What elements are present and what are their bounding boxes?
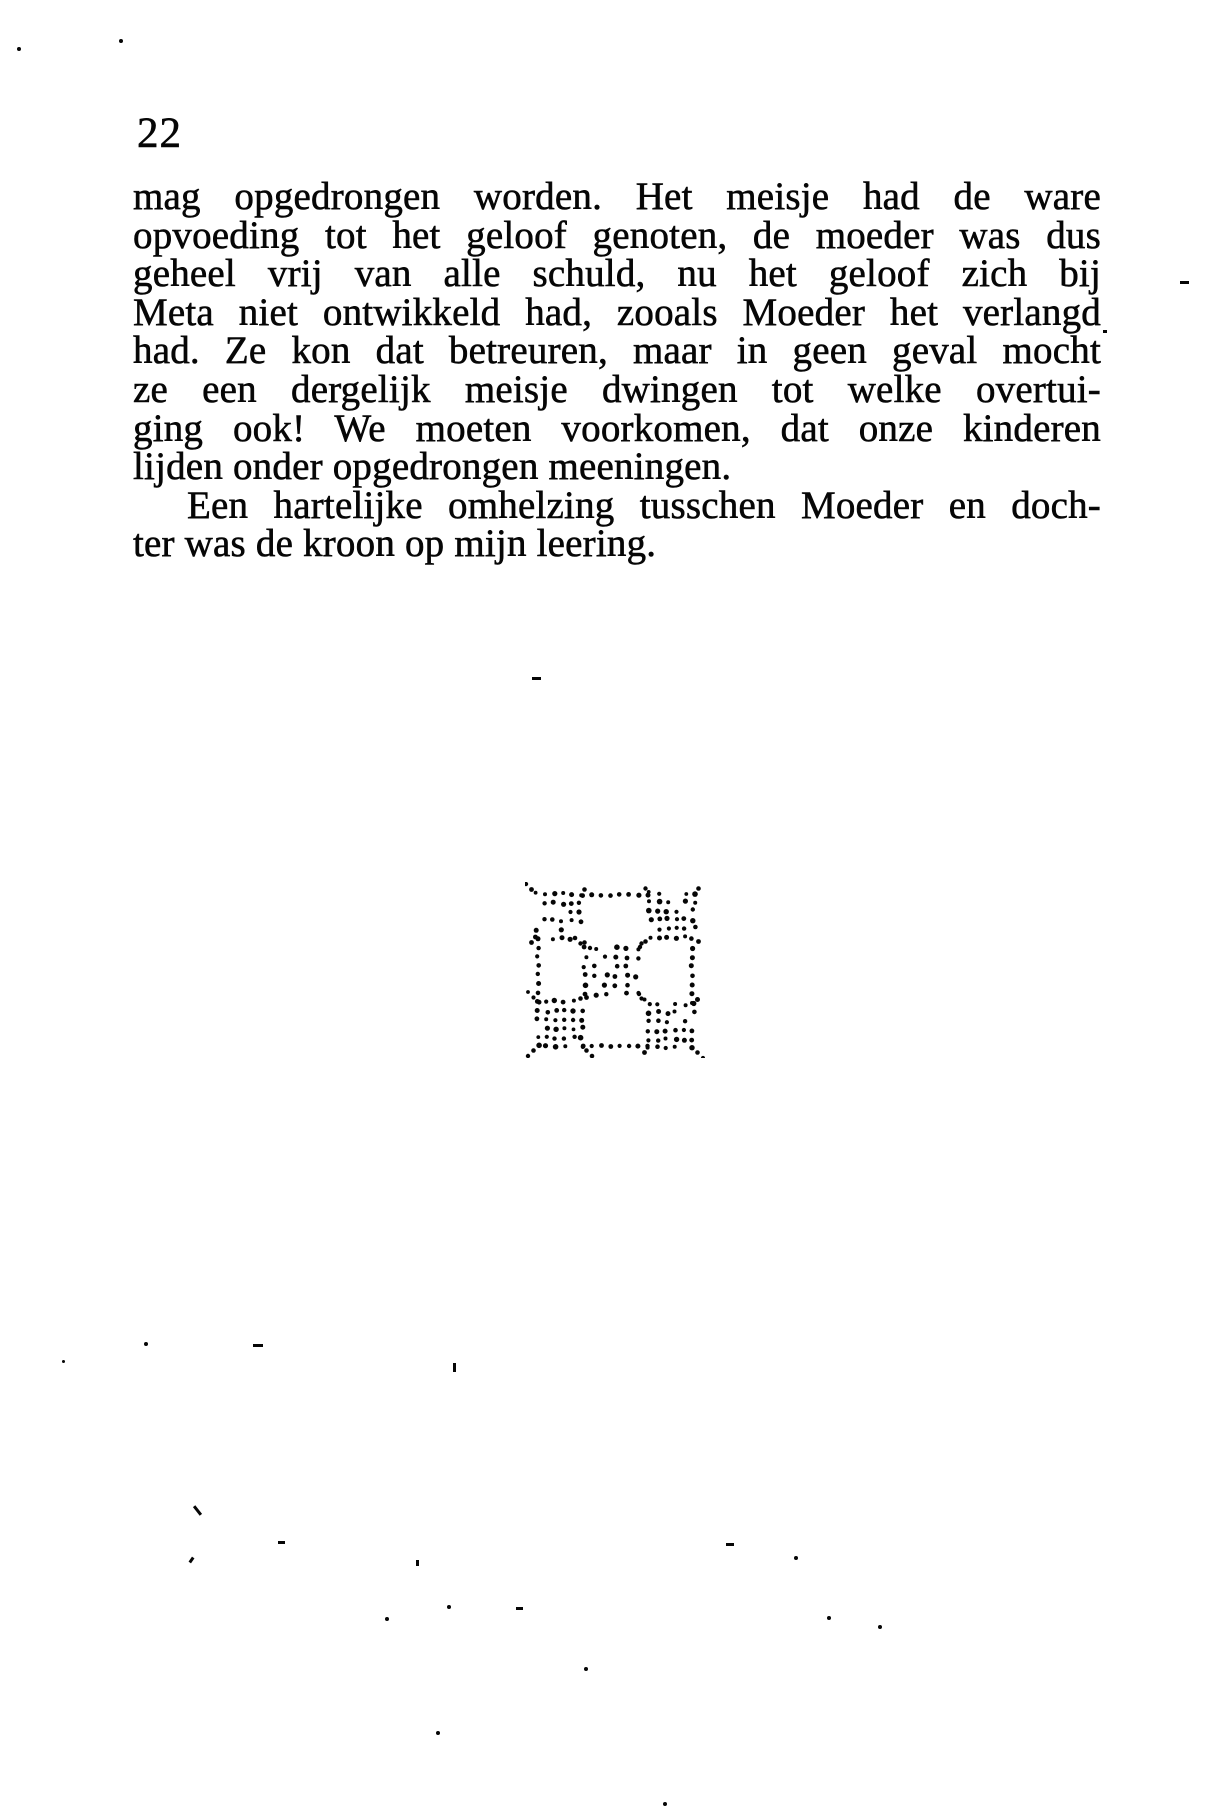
scan-speck: [253, 1344, 263, 1347]
ornament-dotted-square: [525, 882, 705, 1058]
scan-speck: [193, 1505, 202, 1516]
text-line: opvoeding tot het geloof genoten, de moeder was dus: [133, 213, 1101, 257]
scan-speck: [385, 1617, 389, 1621]
text-line: had. Ze kon dat betreuren, maar in geen geval mocht: [133, 329, 1101, 373]
scan-speck: [878, 1625, 882, 1629]
scan-speck: [453, 1363, 456, 1372]
scan-speck: [416, 1560, 419, 1566]
text-line: ging ook! We moeten voorkomen, dat onze kinderen: [133, 406, 1101, 450]
text-line: Een hartelijke omhelzing tusschen Moeder en doch-: [187, 483, 1101, 527]
scan-speck: [447, 1605, 451, 1609]
scan-speck: [584, 1667, 588, 1671]
scan-speck: [1180, 281, 1189, 284]
text-line: Meta niet ontwikkeld had, zooals Moeder het verlangd: [133, 290, 1101, 334]
scan-speck: [17, 47, 21, 51]
scan-speck: [189, 1557, 195, 1564]
scan-speck: [62, 1360, 65, 1363]
page-number: 22: [137, 110, 182, 157]
text-line: mag opgedrongen worden. Het meisje had de ware: [133, 175, 1101, 218]
text-line: lijden onder opgedrongen meeningen.: [133, 445, 732, 489]
scan-speck: [827, 1616, 831, 1620]
text-line: ze een dergelijk meisje dwingen tot welke overtui-: [133, 367, 1101, 411]
scan-speck: [794, 1556, 798, 1560]
scan-speck: [532, 677, 541, 680]
scan-speck: [516, 1607, 523, 1610]
scan-speck: [1103, 330, 1107, 333]
scan-speck: [278, 1541, 285, 1544]
text-line: ter was de kroon op mijn leering.: [133, 522, 657, 566]
text-line: geheel vrij van alle schuld, nu het geloof zich bij: [133, 252, 1101, 296]
scan-speck: [119, 39, 123, 43]
scan-speck: [436, 1731, 440, 1735]
scan-speck: [726, 1543, 734, 1546]
body-text: [133, 175, 1101, 566]
scan-speck: [663, 1802, 667, 1806]
scan-speck: [144, 1342, 148, 1346]
